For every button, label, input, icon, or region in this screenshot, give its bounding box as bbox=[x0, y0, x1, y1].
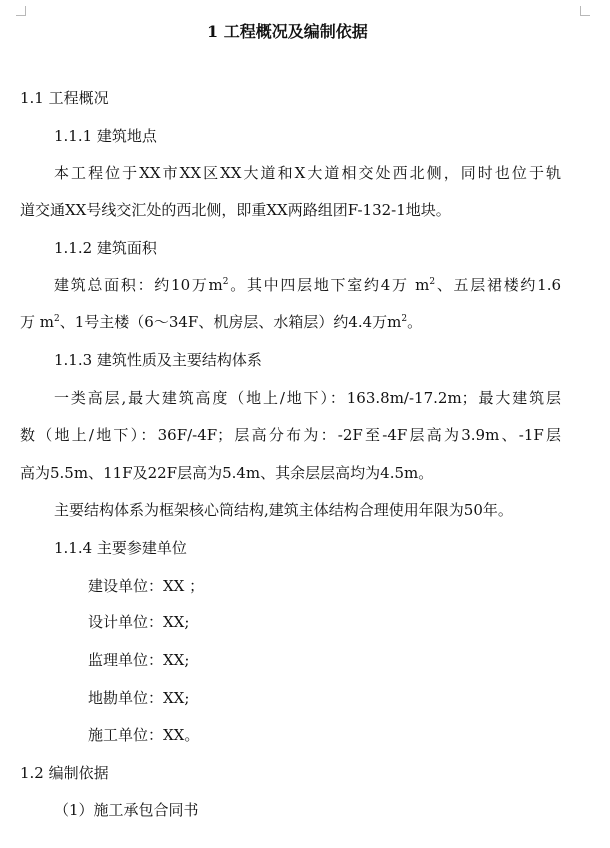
unit-survey: 地勘单位：XX; bbox=[88, 689, 190, 707]
location-line-1 bbox=[20, 163, 561, 183]
nature-line-3: 高为5.5m、11F及22F层高为5.4m、其余层层高均为4.5m。 bbox=[20, 464, 434, 482]
basis-item-1: （1）施工承包合同书 bbox=[54, 801, 199, 819]
unit-designer: 设计单位：XX; bbox=[88, 613, 190, 631]
area-line-1 bbox=[20, 275, 561, 295]
heading-1-2: 1.2 编制依据 bbox=[20, 764, 109, 782]
page-corner-mark-right bbox=[580, 6, 590, 16]
area-unit-sup: 2 bbox=[222, 277, 229, 287]
area-line-2 bbox=[20, 312, 422, 332]
heading-1-1-1: 1.1.1 建筑地点 bbox=[54, 127, 157, 145]
unit-supervisor: 监理单位：XX; bbox=[88, 651, 190, 669]
area-unit-sup: 2 bbox=[401, 314, 408, 324]
area-total: 建筑总面积：约10万m bbox=[54, 276, 223, 294]
area-podium: 、五层裙楼约1.6 bbox=[435, 276, 562, 294]
heading-1-1-3: 1.1.3 建筑性质及主要结构体系 bbox=[54, 351, 262, 369]
nature-text-2: 数（地上/地下）：36F/-4F；层高分布为：-2F至-4F层高为3.9m、-1F层 bbox=[20, 426, 561, 444]
area-unit-sup: 2 bbox=[54, 314, 60, 324]
heading-1-1: 1.1 工程概况 bbox=[20, 89, 109, 107]
page-corner-mark-left bbox=[16, 6, 26, 16]
location-text-1: 本工程位于XX市XX区XX大道和X大道相交处西北侧，同时也位于轨 bbox=[54, 164, 561, 182]
nature-line-2 bbox=[20, 425, 561, 445]
unit-developer: 建设单位：XX ； bbox=[88, 577, 205, 595]
nature-line-1 bbox=[20, 388, 561, 408]
area-basement: 。其中四层地下室约4万 m bbox=[228, 276, 430, 294]
nature-text-1: 一类高层,最大建筑高度（地上/地下）：163.8m/-17.2m；最大建筑层 bbox=[54, 389, 561, 407]
location-line-2: 道交通XX号线交汇处的西北侧，即重XX两路组团F-132-1地块。 bbox=[20, 201, 451, 219]
area-text-1 bbox=[20, 276, 561, 294]
area-main-tower: 、1号主楼（6～34F、机房层、水箱层）约4.4万m bbox=[59, 313, 402, 331]
heading-1-1-4: 1.1.4 主要参建单位 bbox=[54, 539, 187, 557]
heading-1-1-2: 1.1.2 建筑面积 bbox=[54, 239, 157, 257]
unit-contractor: 施工单位：XX。 bbox=[88, 726, 200, 744]
structure-line: 主要结构体系为框架核心筒结构,建筑主体结构合理使用年限为50年。 bbox=[54, 501, 513, 519]
document-title: 1 工程概况及编制依据 bbox=[207, 22, 368, 41]
area-unit-sup: 2 bbox=[429, 277, 436, 287]
area-end: 。 bbox=[407, 313, 423, 331]
area-podium-unit: 万 m bbox=[20, 313, 54, 331]
